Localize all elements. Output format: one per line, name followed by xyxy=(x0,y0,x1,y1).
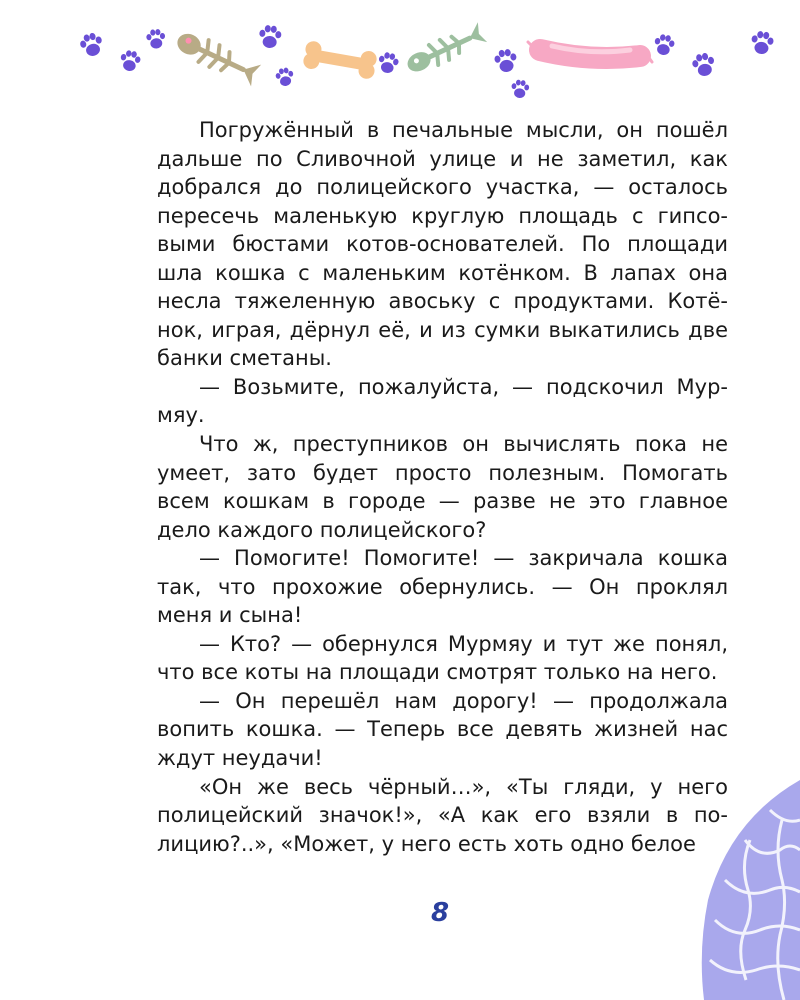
paw-print-icon xyxy=(119,49,142,72)
decorative-corner-pattern xyxy=(690,780,800,1000)
paw-print-icon xyxy=(750,30,775,55)
fish-skeleton-icon xyxy=(404,22,488,77)
sausage-icon xyxy=(528,42,652,62)
paragraph: Что ж, преступников он вычислять пока не умеет, зато будет просто полезным. Помогать всем кошкам в городе — разве не это главное дело каждого полицейского? xyxy=(157,432,728,542)
paw-print-icon xyxy=(376,51,400,75)
paw-print-icon xyxy=(653,33,676,56)
paragraph: «Он же весь чёрный…», «Ты гляди, у него полицейский значок!», «А как его взяли в полицию?..», «Может, у него есть хоть одно белое xyxy=(157,774,728,856)
paw-print-icon xyxy=(691,51,717,78)
paw-print-icon xyxy=(510,79,529,99)
paw-print-icon xyxy=(493,48,518,73)
paragraph: — Он перешёл нам дорогу! — продолжала вопить кошка. — Теперь все девять жизней нас ждут неудачи! xyxy=(157,688,728,771)
fish-skeleton-icon xyxy=(173,28,261,86)
paw-print-icon xyxy=(258,24,282,48)
page-number: 8 xyxy=(430,898,450,928)
paragraph: — Помогите! Помогите! — закричала кошка так, что прохожие обернулись. — Он проклял меня и сына! xyxy=(157,546,728,628)
decorative-top-border xyxy=(0,0,800,110)
story-text xyxy=(157,116,728,858)
bone-icon xyxy=(302,40,378,80)
paw-print-icon xyxy=(146,29,166,50)
paw-print-icon xyxy=(275,67,295,88)
paragraph: — Кто? — обернулся Мурмяу и тут же понял, что все коты на площади смотрят только на него. xyxy=(157,631,728,685)
paragraph: Погружённый в печальные мысли, он пошёл дальше по Сливочной улице и не заметил, как добрался до полицейского участка, — осталось пересечь маленькую круглую площадь с гипсовыми бюстами котов-основателей. По площади шла кошка с маленьким котёнком. В лапах она несла тяжеленную авоську с продуктами. Котёнок, играя, дёрнул её, и из сумки выкатились две банки сметаны. xyxy=(157,118,728,371)
paragraph: — Возьмите, пожалуйста, — подскочил Мурмяу. xyxy=(157,374,728,428)
paw-print-icon xyxy=(78,31,105,59)
